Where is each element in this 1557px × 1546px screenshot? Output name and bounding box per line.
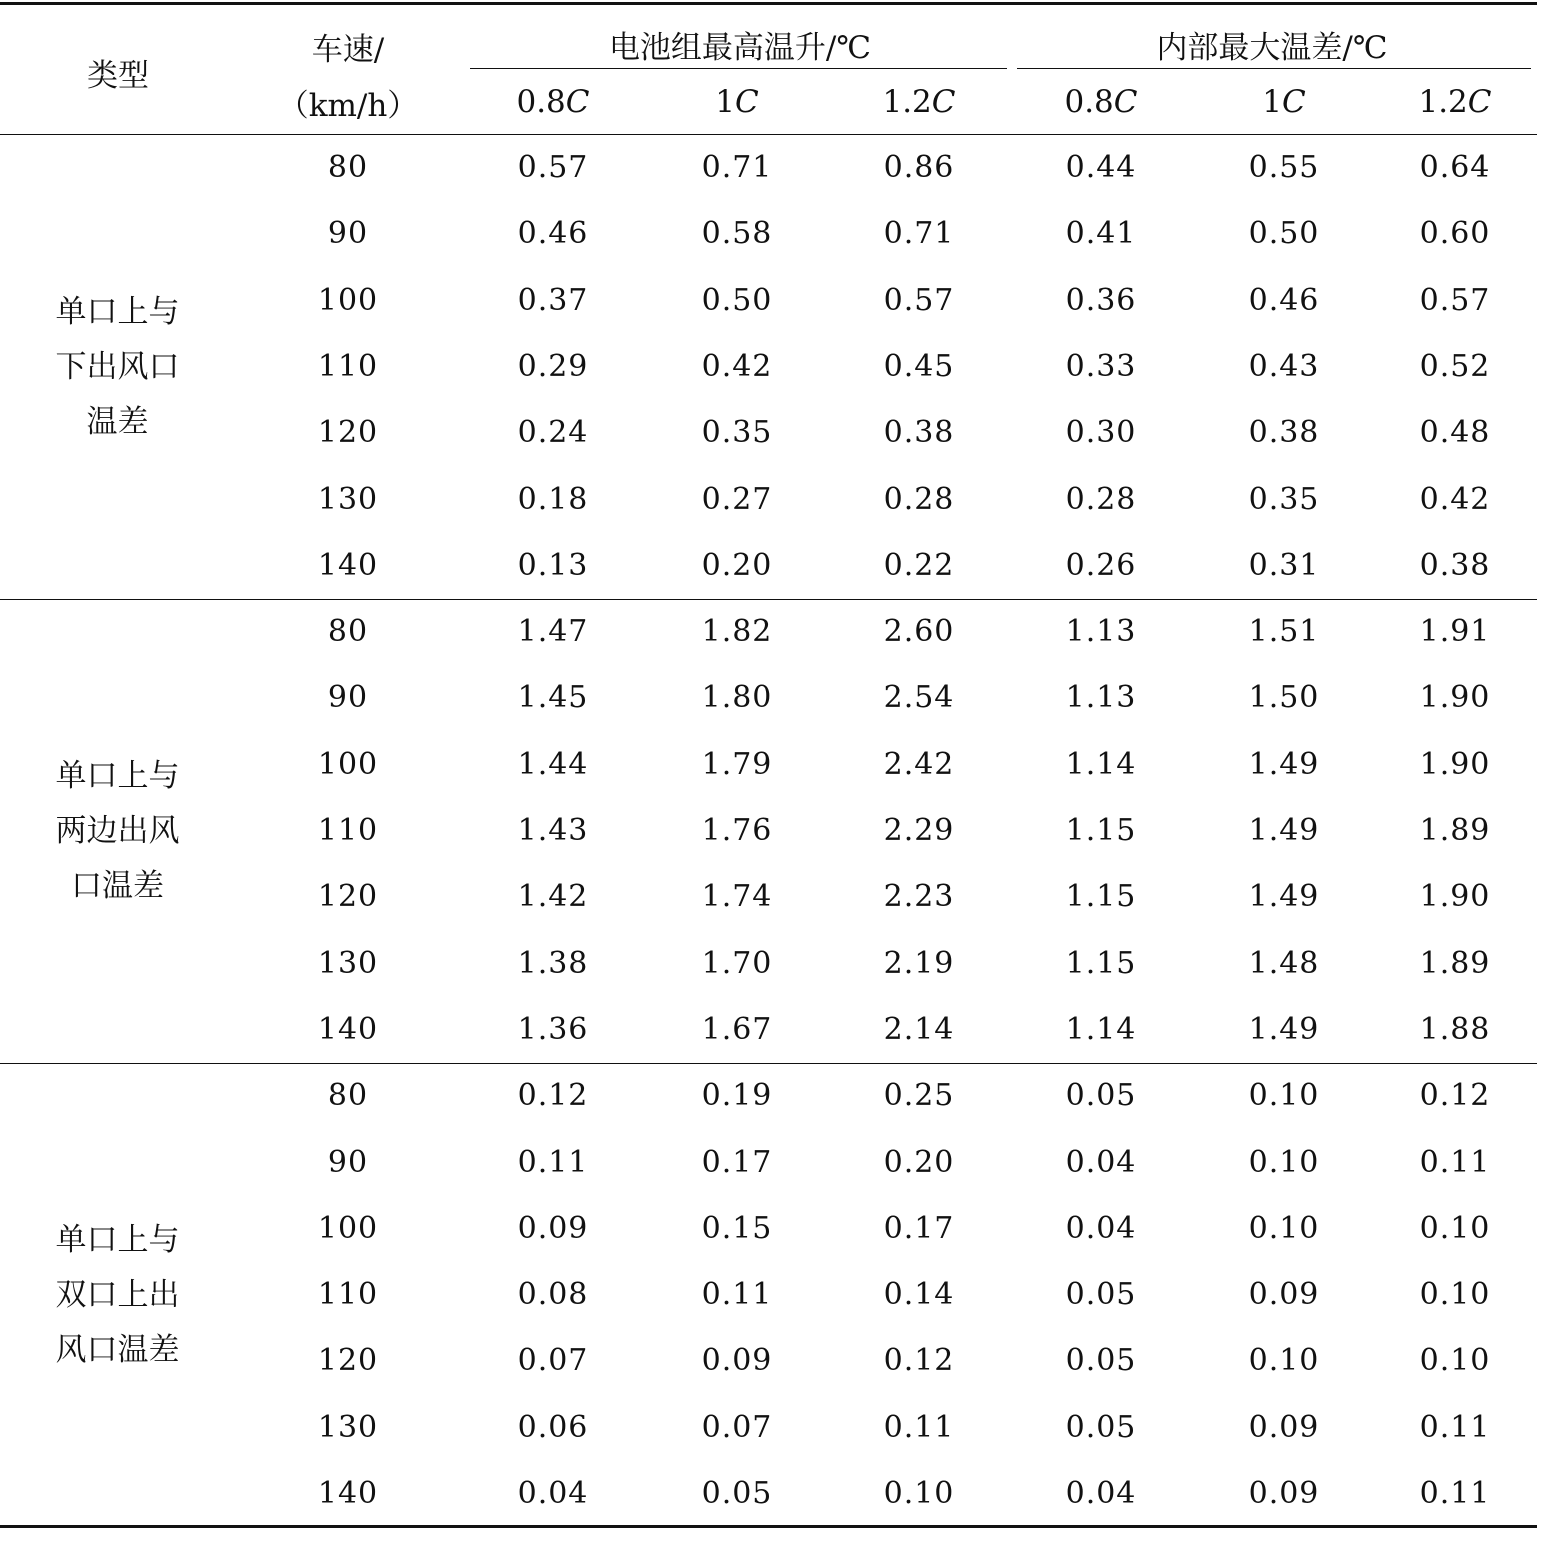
- rate-unit: C: [1282, 84, 1306, 120]
- value-cell: 0.09: [1248, 1409, 1320, 1445]
- value-cell: 0.09: [1248, 1277, 1320, 1313]
- value-cell: 1.48: [1248, 945, 1320, 981]
- header-rate-4: [1262, 84, 1305, 120]
- rate-number: 1.2: [882, 84, 932, 120]
- value-cell: 0.19: [701, 1078, 773, 1114]
- value-cell: 0.10: [1248, 1144, 1320, 1180]
- value-cell: 0.11: [1419, 1144, 1491, 1180]
- header-rate-5: [1418, 84, 1491, 120]
- speed-cell: 110: [317, 348, 379, 384]
- rate-number: 1: [715, 84, 735, 120]
- value-cell: 0.58: [701, 216, 773, 252]
- speed-cell: 80: [327, 150, 369, 185]
- value-cell: 0.29: [517, 348, 589, 384]
- value-cell: 0.50: [1248, 216, 1320, 252]
- value-cell: 0.12: [517, 1078, 589, 1114]
- value-cell: 0.45: [883, 348, 955, 384]
- value-cell: 1.42: [517, 879, 589, 915]
- value-cell: 0.42: [701, 348, 773, 384]
- value-cell: 0.33: [1065, 348, 1137, 384]
- value-cell: 0.13: [517, 547, 589, 583]
- value-cell: 1.70: [701, 945, 773, 981]
- header-speed-line1: 车速/: [311, 32, 385, 68]
- value-cell: 0.28: [1065, 481, 1137, 517]
- value-cell: 1.15: [1065, 879, 1137, 915]
- speed-cell: 90: [327, 1144, 369, 1180]
- category-label-2: [20, 1213, 215, 1378]
- value-cell: 1.90: [1419, 746, 1491, 782]
- value-cell: 0.44: [1065, 150, 1137, 185]
- value-cell: 2.14: [883, 1011, 955, 1047]
- value-cell: 0.38: [1419, 547, 1491, 583]
- value-cell: 0.06: [517, 1409, 589, 1445]
- value-cell: 1.79: [701, 746, 773, 782]
- value-cell: 1.50: [1248, 680, 1320, 716]
- rate-unit: C: [735, 84, 759, 120]
- speed-cell: 140: [317, 547, 379, 583]
- rate-unit: C: [1467, 84, 1492, 120]
- value-cell: 1.49: [1248, 1011, 1320, 1047]
- value-cell: 0.20: [701, 547, 773, 583]
- rate-number: 0.8: [516, 84, 566, 120]
- value-cell: 0.55: [1248, 150, 1320, 185]
- category-label-0: [20, 285, 215, 450]
- value-cell: 0.12: [883, 1343, 955, 1379]
- value-cell: 0.52: [1419, 348, 1491, 384]
- value-cell: 0.71: [883, 216, 955, 252]
- value-cell: 0.10: [1248, 1343, 1320, 1379]
- rate-unit: C: [565, 84, 590, 120]
- value-cell: 0.12: [1419, 1078, 1491, 1114]
- speed-cell: 110: [317, 813, 379, 848]
- value-cell: 2.23: [883, 879, 955, 915]
- value-cell: 0.46: [517, 216, 589, 252]
- category-label-line: 单口上与: [55, 1221, 180, 1258]
- value-cell: 0.43: [1248, 348, 1320, 384]
- value-cell: 0.57: [517, 150, 589, 185]
- speed-cell: 140: [317, 1011, 379, 1047]
- header-group-temp-rise: 电池组最高温升/℃: [608, 30, 872, 66]
- category-label-line: 口温差: [71, 867, 164, 904]
- value-cell: 0.09: [1248, 1476, 1320, 1511]
- speed-cell: 140: [317, 1476, 379, 1511]
- value-cell: 1.13: [1065, 680, 1137, 716]
- value-cell: 1.49: [1248, 813, 1320, 848]
- value-cell: 0.07: [701, 1409, 773, 1445]
- value-cell: 0.38: [883, 415, 955, 451]
- value-cell: 0.57: [883, 282, 955, 318]
- value-cell: 1.88: [1419, 1011, 1491, 1047]
- value-cell: 0.14: [883, 1277, 955, 1313]
- value-cell: 1.15: [1065, 813, 1137, 848]
- value-cell: 1.82: [701, 614, 773, 650]
- value-cell: 0.31: [1248, 547, 1320, 583]
- value-cell: 0.38: [1248, 415, 1320, 451]
- header-group-temp-diff: 内部最大温差/℃: [1156, 30, 1388, 66]
- header-speed-line2: （km/h）: [277, 88, 419, 124]
- value-cell: 0.64: [1419, 150, 1491, 185]
- value-cell: 1.89: [1419, 813, 1491, 848]
- top-rule: [0, 2, 1537, 5]
- category-label-line: 两边出风: [55, 812, 180, 849]
- value-cell: 0.48: [1419, 415, 1491, 451]
- rate-unit: C: [1113, 84, 1138, 120]
- group1-underline: [470, 68, 1007, 69]
- value-cell: 0.10: [1419, 1277, 1491, 1313]
- value-cell: 1.15: [1065, 945, 1137, 981]
- speed-cell: 100: [317, 282, 379, 318]
- header-rate-0: [516, 84, 589, 120]
- category-label-line: 双口上出: [55, 1276, 180, 1313]
- value-cell: 0.27: [701, 481, 773, 517]
- speed-cell: 120: [317, 1343, 379, 1379]
- value-cell: 2.60: [883, 614, 955, 650]
- value-cell: 0.46: [1248, 282, 1320, 318]
- value-cell: 0.25: [883, 1078, 955, 1114]
- header-rate-2: [882, 84, 955, 120]
- value-cell: 0.05: [1065, 1343, 1137, 1379]
- speed-cell: 120: [317, 415, 379, 451]
- value-cell: 0.10: [1248, 1078, 1320, 1114]
- rate-unit: C: [931, 84, 956, 120]
- value-cell: 1.44: [517, 746, 589, 782]
- category-label-line: 温差: [86, 403, 149, 440]
- value-cell: 0.09: [517, 1210, 589, 1246]
- value-cell: 1.47: [517, 614, 589, 650]
- value-cell: 0.05: [1065, 1277, 1137, 1313]
- value-cell: 0.09: [701, 1343, 773, 1379]
- category-label-line: 下出风口: [55, 348, 180, 385]
- value-cell: 0.24: [517, 415, 589, 451]
- value-cell: 0.10: [1248, 1210, 1320, 1246]
- speed-cell: 100: [317, 1210, 379, 1246]
- value-cell: 0.10: [1419, 1210, 1491, 1246]
- speed-cell: 80: [327, 614, 369, 650]
- speed-cell: 80: [327, 1078, 369, 1114]
- speed-cell: 130: [317, 1409, 379, 1445]
- value-cell: 0.11: [1419, 1409, 1491, 1445]
- value-cell: 0.57: [1419, 282, 1491, 318]
- value-cell: 1.90: [1419, 680, 1491, 716]
- value-cell: 0.08: [517, 1277, 589, 1313]
- value-cell: 2.19: [883, 945, 955, 981]
- value-cell: 0.30: [1065, 415, 1137, 451]
- speed-cell: 120: [317, 879, 379, 915]
- speed-cell: 130: [317, 481, 379, 517]
- group2-underline: [1017, 68, 1531, 69]
- value-cell: 1.80: [701, 680, 773, 716]
- value-cell: 0.60: [1419, 216, 1491, 252]
- speed-cell: 130: [317, 945, 379, 981]
- value-cell: 1.14: [1065, 746, 1137, 782]
- category-label-line: 风口温差: [55, 1331, 180, 1368]
- value-cell: 0.07: [517, 1343, 589, 1379]
- rate-number: 1.2: [1418, 84, 1468, 120]
- value-cell: 1.89: [1419, 945, 1491, 981]
- value-cell: 0.04: [1065, 1210, 1137, 1246]
- value-cell: 0.17: [701, 1144, 773, 1180]
- speed-cell: 110: [317, 1277, 379, 1313]
- header-type: 类型: [87, 58, 149, 94]
- value-cell: 0.05: [701, 1476, 773, 1511]
- value-cell: 1.43: [517, 813, 589, 848]
- value-cell: 0.35: [701, 415, 773, 451]
- category-label-line: 单口上与: [55, 757, 180, 794]
- value-cell: 0.37: [517, 282, 589, 318]
- rate-number: 1: [1262, 84, 1282, 120]
- value-cell: 1.36: [517, 1011, 589, 1047]
- speed-cell: 90: [327, 216, 369, 252]
- value-cell: 1.14: [1065, 1011, 1137, 1047]
- value-cell: 0.10: [883, 1476, 955, 1511]
- value-cell: 1.45: [517, 680, 589, 716]
- value-cell: 1.90: [1419, 879, 1491, 915]
- value-cell: 0.71: [701, 150, 773, 185]
- header-rate-3: [1064, 84, 1137, 120]
- value-cell: 0.11: [701, 1277, 773, 1313]
- value-cell: 0.86: [883, 150, 955, 185]
- value-cell: 0.41: [1065, 216, 1137, 252]
- value-cell: 0.05: [1065, 1409, 1137, 1445]
- value-cell: 1.76: [701, 813, 773, 848]
- value-cell: 0.04: [517, 1476, 589, 1511]
- category-label-1: [20, 749, 215, 914]
- value-cell: 1.74: [701, 879, 773, 915]
- value-cell: 0.50: [701, 282, 773, 318]
- value-cell: 0.36: [1065, 282, 1137, 318]
- value-cell: 2.29: [883, 813, 955, 848]
- value-cell: 0.42: [1419, 481, 1491, 517]
- value-cell: 0.28: [883, 481, 955, 517]
- header-rate-1: [715, 84, 758, 120]
- value-cell: 1.49: [1248, 746, 1320, 782]
- category-label-line: 单口上与: [55, 293, 180, 330]
- value-cell: 0.20: [883, 1144, 955, 1180]
- rate-number: 0.8: [1064, 84, 1114, 120]
- value-cell: 0.05: [1065, 1078, 1137, 1114]
- speed-cell: 100: [317, 746, 379, 782]
- value-cell: 0.18: [517, 481, 589, 517]
- value-cell: 0.35: [1248, 481, 1320, 517]
- value-cell: 0.26: [1065, 547, 1137, 583]
- speed-cell: 90: [327, 680, 369, 716]
- value-cell: 0.22: [883, 547, 955, 583]
- value-cell: 1.67: [701, 1011, 773, 1047]
- value-cell: 2.42: [883, 746, 955, 782]
- value-cell: 1.91: [1419, 614, 1491, 650]
- value-cell: 1.13: [1065, 614, 1137, 650]
- value-cell: 0.04: [1065, 1476, 1137, 1511]
- value-cell: 0.11: [1419, 1476, 1491, 1511]
- value-cell: 1.38: [517, 945, 589, 981]
- value-cell: 0.04: [1065, 1144, 1137, 1180]
- value-cell: 1.51: [1248, 614, 1320, 650]
- value-cell: 0.11: [883, 1409, 955, 1445]
- value-cell: 0.11: [517, 1144, 589, 1180]
- value-cell: 1.49: [1248, 879, 1320, 915]
- value-cell: 0.17: [883, 1210, 955, 1246]
- value-cell: 2.54: [883, 680, 955, 716]
- value-cell: 0.15: [701, 1210, 773, 1246]
- value-cell: 0.10: [1419, 1343, 1491, 1379]
